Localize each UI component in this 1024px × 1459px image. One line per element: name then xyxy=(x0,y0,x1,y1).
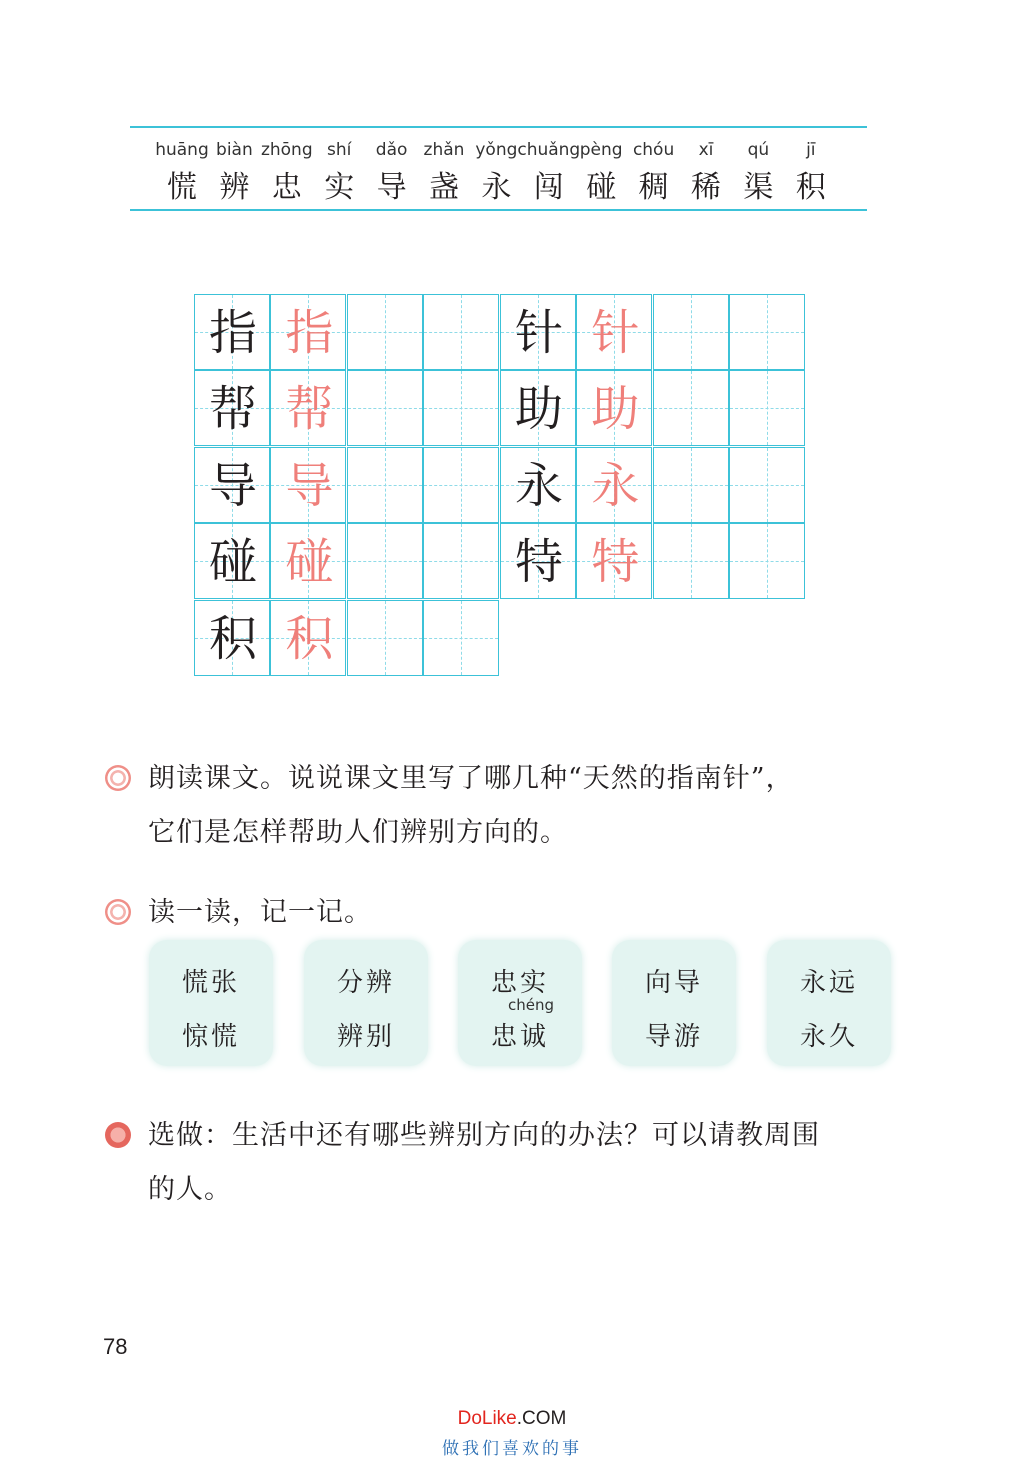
grid-cell xyxy=(194,447,270,523)
grid-cell xyxy=(576,370,652,446)
exercise-bullet-icon xyxy=(105,765,131,791)
trace-character: 针 xyxy=(591,305,640,361)
word-card-word-2: 永久 xyxy=(799,1022,858,1052)
character: 闯 xyxy=(533,170,564,205)
grid-cell xyxy=(423,447,499,523)
word-card-word-1: 忠实 xyxy=(490,968,549,998)
grid-cell xyxy=(423,523,499,599)
model-character: 帮 xyxy=(208,381,257,438)
top-rule xyxy=(130,126,867,128)
grid-cell xyxy=(500,294,576,370)
exercise-2-text: 读一读，记一记。 xyxy=(148,897,372,928)
word-card-word-1: 分辨 xyxy=(336,968,395,998)
word-card xyxy=(767,940,891,1066)
word-card xyxy=(458,940,582,1066)
exercise-1-line-2: 它们是怎样帮助人们辨别方向的。 xyxy=(148,817,568,848)
character: 盏 xyxy=(429,170,459,205)
character: 永 xyxy=(481,170,512,205)
pinyin: zhǎn xyxy=(423,140,465,160)
bottom-rule xyxy=(130,209,867,211)
word-card xyxy=(304,940,428,1066)
character: 稀 xyxy=(691,170,721,205)
trace-character: 帮 xyxy=(285,381,334,438)
model-character: 导 xyxy=(208,457,257,514)
pinyin: shí xyxy=(327,140,352,160)
grid-cell xyxy=(270,370,346,446)
grid-cell xyxy=(270,294,346,370)
grid-cell xyxy=(500,523,576,599)
pinyin: huāng xyxy=(155,140,209,160)
word-card xyxy=(149,940,273,1066)
grid-cell xyxy=(729,523,805,599)
character: 积 xyxy=(795,170,826,205)
grid-cell xyxy=(653,370,729,446)
grid-cell xyxy=(347,294,423,370)
word-card-pinyin: chéng xyxy=(508,996,555,1014)
pinyin: pèng xyxy=(579,140,623,160)
grid-cell xyxy=(347,523,423,599)
grid-cell xyxy=(194,600,270,676)
grid-cell xyxy=(194,523,270,599)
page-number: 78 xyxy=(103,1334,128,1359)
trace-character: 特 xyxy=(591,534,640,591)
grid-cell xyxy=(194,370,270,446)
pinyin: chóu xyxy=(632,140,675,160)
exercise-1-line-1: 朗读课文。说说课文里写了哪几种“天然的指南针”， xyxy=(148,763,794,794)
watermark-domain: .COM xyxy=(516,1408,567,1429)
grid-cell xyxy=(270,523,346,599)
word-card-word-1: 向导 xyxy=(644,968,703,998)
grid-cell xyxy=(423,370,499,446)
model-character: 指 xyxy=(208,305,257,361)
watermark-slogan: 做我们喜欢的事 xyxy=(442,1439,582,1459)
pinyin: dǎo xyxy=(375,140,408,160)
character: 渠 xyxy=(743,170,774,205)
trace-character: 导 xyxy=(285,457,334,514)
grid-cell xyxy=(423,294,499,370)
trace-character: 指 xyxy=(285,305,334,361)
trace-character: 助 xyxy=(591,381,640,438)
grid-cell xyxy=(653,447,729,523)
model-character: 特 xyxy=(514,534,563,591)
word-card-word-1: 永远 xyxy=(799,968,858,998)
grid-cell xyxy=(729,447,805,523)
trace-character: 永 xyxy=(591,457,640,514)
grid-cell xyxy=(347,600,423,676)
pinyin: chuǎng xyxy=(517,140,581,160)
exercise-3-line-1: 选做：生活中还有哪些辨别方向的办法？可以请教周围 xyxy=(148,1120,820,1151)
pinyin: jī xyxy=(806,140,816,160)
character: 碰 xyxy=(586,170,617,205)
grid-cell xyxy=(729,294,805,370)
grid-cell xyxy=(653,294,729,370)
trace-character: 积 xyxy=(285,610,334,667)
grid-cell xyxy=(500,370,576,446)
exercise-bullet-icon xyxy=(105,899,131,925)
grid-cell xyxy=(576,294,652,370)
grid-cell xyxy=(500,447,576,523)
pinyin: biàn xyxy=(216,140,253,160)
character: 实 xyxy=(324,170,355,205)
word-card-word-2: 辨别 xyxy=(336,1022,395,1052)
character: 忠 xyxy=(271,170,302,205)
grid-cell xyxy=(347,370,423,446)
grid-cell xyxy=(270,600,346,676)
pinyin: xī xyxy=(698,140,714,160)
pinyin: qú xyxy=(747,140,770,160)
model-character: 针 xyxy=(514,305,563,361)
exercise-3-line-2: 的人。 xyxy=(148,1174,232,1205)
pinyin: yǒng xyxy=(475,140,518,160)
grid-cell xyxy=(347,447,423,523)
grid-cell xyxy=(576,523,652,599)
watermark-logo xyxy=(0,1408,1024,1430)
model-character: 积 xyxy=(208,610,257,667)
grid-cell xyxy=(423,600,499,676)
watermark-brand: DoLike xyxy=(457,1408,517,1429)
character: 导 xyxy=(376,170,407,205)
optional-bullet-icon xyxy=(105,1122,131,1148)
grid-cell xyxy=(270,447,346,523)
model-character: 碰 xyxy=(208,534,257,591)
character: 慌 xyxy=(167,170,197,205)
grid-cell xyxy=(576,447,652,523)
trace-character: 碰 xyxy=(285,534,334,591)
word-card-word-2: 惊慌 xyxy=(181,1022,240,1052)
character: 辨 xyxy=(219,170,250,205)
word-card-word-2: 导游 xyxy=(644,1022,703,1052)
grid-cell xyxy=(653,523,729,599)
grid-cell xyxy=(194,294,270,370)
pinyin: zhōng xyxy=(260,140,313,160)
word-card-word-2: 忠诚 xyxy=(490,1022,549,1052)
grid-cell xyxy=(729,370,805,446)
model-character: 助 xyxy=(514,381,563,438)
word-card xyxy=(612,940,736,1066)
character: 稠 xyxy=(638,170,669,205)
model-character: 永 xyxy=(514,457,563,514)
word-card-word-1: 慌张 xyxy=(181,968,240,998)
